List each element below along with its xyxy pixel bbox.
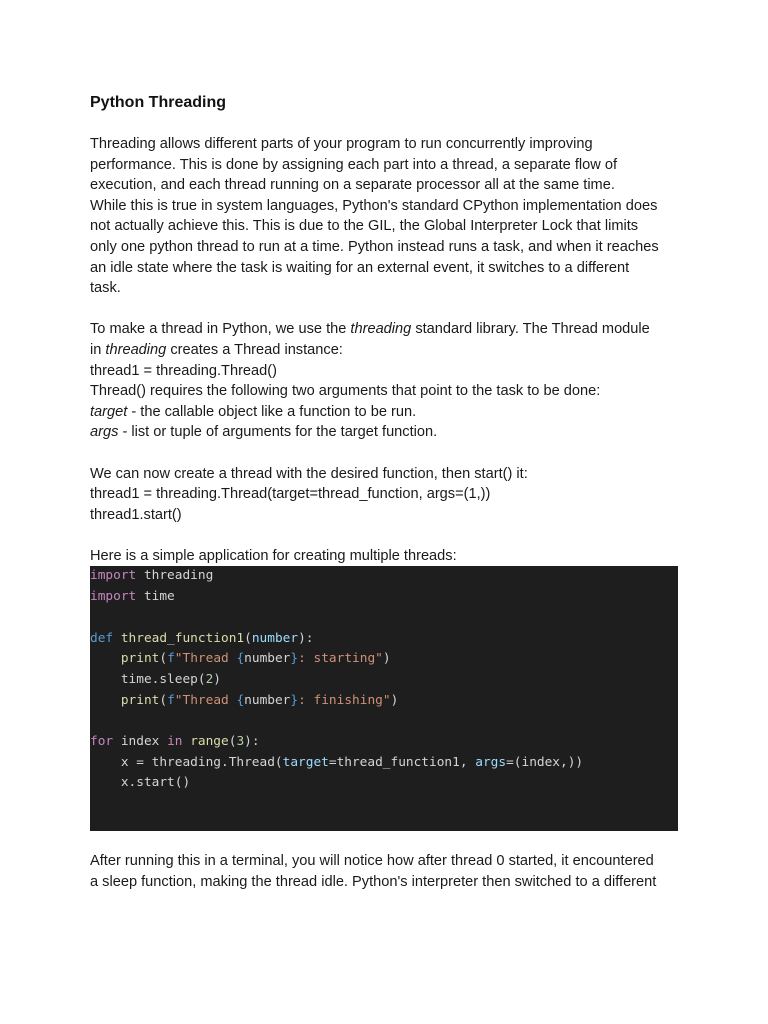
text-line: a sleep function, making the thread idle. Python's interpreter then switched to a different — [90, 874, 657, 891]
fstring-prefix: f — [167, 651, 175, 667]
text-line: Thread() requires the following two arguments that point to the task to be done: — [90, 383, 601, 400]
statement: x.start() — [120, 775, 191, 791]
punct: ) — [213, 671, 222, 687]
text-line: performance. This is done by assigning each part into a thread, a separate flow of — [90, 156, 618, 173]
parameter: number — [251, 630, 299, 646]
keyword: def — [90, 630, 114, 646]
text-segment: creates a Thread instance: — [166, 341, 343, 358]
module-name: time — [136, 589, 175, 605]
function-name: range — [182, 733, 229, 749]
variable: number — [244, 692, 291, 708]
indent — [90, 755, 121, 770]
code-line — [90, 629, 678, 650]
code-line — [90, 753, 678, 774]
punct: ): — [244, 733, 260, 749]
code-line — [90, 649, 678, 670]
code-line — [90, 587, 678, 608]
call: time.sleep( — [120, 671, 206, 687]
code-block — [90, 566, 678, 831]
keyword-argument: args — [475, 754, 507, 770]
text-line — [90, 402, 690, 423]
explanation-paragraph — [90, 851, 690, 892]
library-name: threading — [105, 341, 167, 358]
text-segment: - list or tuple of arguments for the target function. — [118, 424, 438, 441]
punct: { — [236, 651, 245, 667]
code-line: thread1.start() — [90, 506, 182, 523]
string: "Thread — [174, 651, 237, 667]
punct: } — [290, 692, 299, 708]
keyword: in — [167, 733, 183, 749]
punct: ) — [382, 651, 391, 667]
number: 3 — [236, 733, 245, 749]
punct: ): — [298, 630, 314, 646]
string: "Thread — [174, 692, 237, 708]
text-segment: standard library. The Thread module — [411, 321, 650, 338]
text-line — [90, 319, 690, 340]
statement: x = threading.Thread( — [120, 754, 283, 770]
code-line — [90, 691, 678, 712]
indent — [90, 651, 121, 666]
text-line: After running this in a terminal, you will notice how after thread 0 started, it encountered — [90, 853, 654, 870]
punct: { — [236, 692, 245, 708]
argument-name: args — [90, 424, 119, 441]
punct: ) — [390, 692, 399, 708]
text-segment: in — [90, 341, 106, 358]
function-name: print — [120, 692, 160, 708]
start-thread-paragraph — [90, 464, 690, 526]
code-line: thread1 = threading.Thread() — [90, 362, 277, 379]
text-segment: To make a thread in Python, we use the — [90, 321, 351, 338]
indent — [90, 775, 121, 790]
code-line-blank — [90, 608, 678, 629]
text-line: While this is true in system languages, Python's standard CPython implementation does — [90, 197, 658, 214]
library-name: threading — [350, 321, 412, 338]
string: : starting" — [298, 651, 383, 667]
code-line — [90, 773, 678, 794]
text-line: We can now create a thread with the desired function, then start() it: — [90, 465, 528, 482]
argument-name: target — [90, 403, 128, 420]
text-segment: - the callable object like a function to be run. — [127, 403, 417, 420]
code-line — [90, 732, 678, 753]
number: 2 — [205, 671, 214, 687]
text-line: execution, and each thread running on a separate processor all at the same time. — [90, 177, 615, 194]
text-line: task. — [90, 280, 121, 297]
code-line — [90, 670, 678, 691]
indent — [90, 672, 121, 687]
keyword-argument: target — [282, 754, 329, 770]
keyword: import — [90, 568, 137, 584]
punct: ( — [159, 692, 168, 708]
module-name: threading — [136, 568, 214, 584]
function-name: print — [120, 651, 160, 667]
text-line — [90, 340, 690, 361]
fstring-prefix: f — [167, 692, 175, 708]
example-intro: Here is a simple application for creating multiple threads: — [90, 547, 457, 564]
punct: ( — [228, 733, 237, 749]
variable: index — [113, 733, 168, 749]
statement: =(index,)) — [506, 754, 584, 770]
text-line: Threading allows different parts of your program to run concurrently improving — [90, 136, 593, 152]
text-line: an idle state where the task is waiting for an external event, it switches to a different — [90, 259, 630, 276]
keyword: for — [90, 733, 114, 749]
page-title: Python Threading — [90, 94, 226, 111]
code-line — [90, 566, 678, 587]
punct: } — [290, 651, 299, 667]
variable: number — [244, 651, 291, 667]
document-content — [90, 92, 690, 893]
function-name: thread_function1 — [113, 630, 245, 646]
text-line: not actually achieve this. This is due to the GIL, the Global Interpreter Lock that limits — [90, 218, 639, 235]
keyword: import — [90, 589, 137, 605]
text-line: only one python thread to run at a time. Python instead runs a task, and when it reaches — [90, 238, 659, 255]
punct: ( — [159, 651, 168, 667]
statement: =thread_function1, — [328, 754, 476, 770]
string: : finishing" — [298, 692, 391, 708]
code-line-blank — [90, 711, 678, 732]
code-line: thread1 = threading.Thread(target=thread_function, args=(1,)) — [90, 486, 491, 503]
punct: ( — [244, 630, 252, 646]
text-line — [90, 422, 690, 443]
thread-creation-paragraph — [90, 319, 690, 443]
intro-paragraph — [90, 134, 690, 299]
indent — [90, 693, 121, 708]
